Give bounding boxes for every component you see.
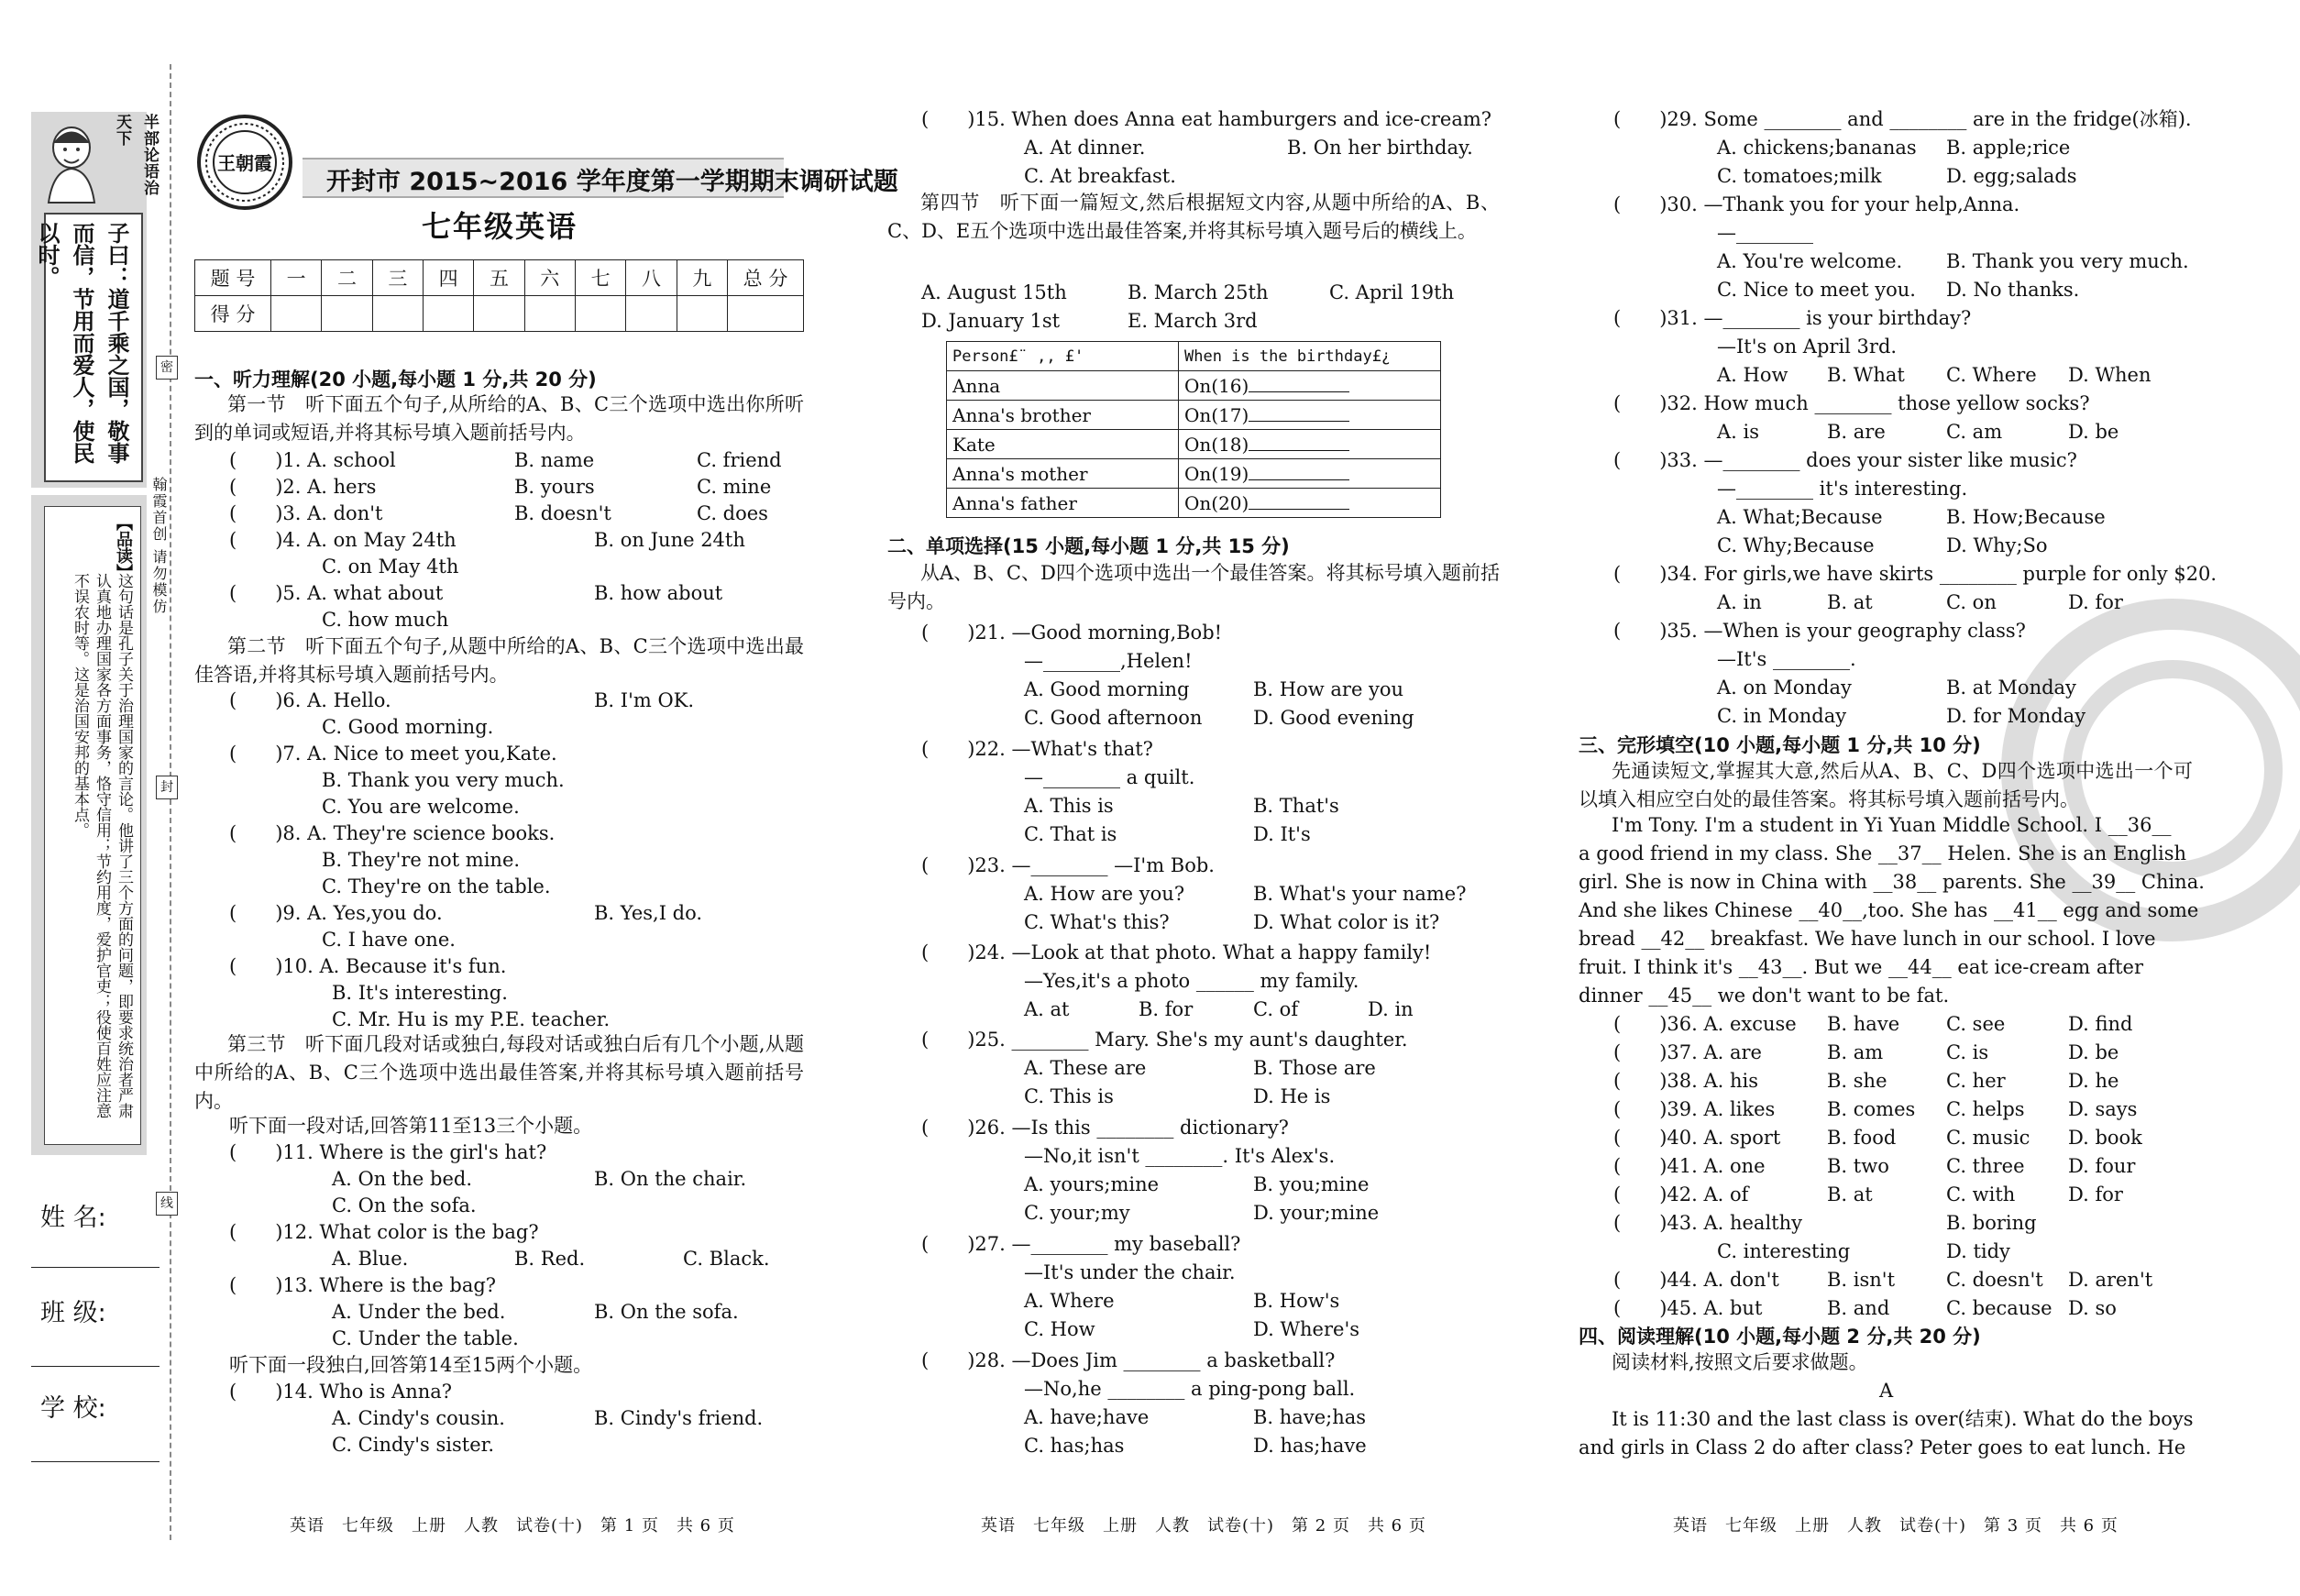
q12-stem: ( )12. What color is the bag?	[229, 1221, 539, 1243]
q22-c: C. That is	[1024, 823, 1117, 845]
birthday-cell[interactable]	[1179, 489, 1441, 518]
q36-c: C. see	[1946, 1013, 2006, 1035]
score-input[interactable]	[524, 296, 575, 332]
q36-d: D. find	[2068, 1013, 2133, 1035]
q45-b: B. and	[1827, 1297, 1890, 1319]
q41-b: B. two	[1827, 1155, 1889, 1177]
q35-c: C. in Monday	[1717, 705, 1847, 727]
q24-c: C. of	[1253, 998, 1299, 1020]
binding-margin-divider	[170, 64, 171, 1540]
q28-d: D. has;have	[1253, 1435, 1367, 1457]
q10-b: B. It's interesting.	[332, 982, 508, 1004]
q31-stem: ( )31. —________ is your birthday?	[1613, 307, 1972, 329]
q29-d: D. egg;salads	[1946, 165, 2077, 187]
q43-b: B. boring	[1946, 1212, 2037, 1234]
score-cell: 题 号	[195, 260, 271, 296]
q24-line2: —Yes,it's a photo ______ my family.	[1024, 970, 1359, 992]
q7-b: B. Thank you very much.	[322, 769, 565, 791]
exam-subtitle: 七年级英语	[422, 209, 578, 244]
score-cell: 五	[474, 260, 524, 296]
q21-c: C. Good afternoon	[1024, 707, 1203, 729]
q31-c: C. Where	[1946, 364, 2037, 386]
q15-c: C. At breakfast.	[1024, 165, 1176, 187]
cloze-line: dinner __45__ we don't want to be fat.	[1579, 985, 1950, 1007]
q44-c: C. doesn't	[1946, 1269, 2043, 1291]
q40-d: D. book	[2068, 1127, 2142, 1149]
q37-a: ( )37. A. are	[1613, 1041, 1762, 1063]
score-input[interactable]	[677, 296, 727, 332]
q31-line2: —It's on April 3rd.	[1717, 336, 1898, 358]
q22-a: A. This is	[1024, 795, 1114, 817]
q30-d: D. No thanks.	[1946, 279, 2080, 301]
cloze-line: fruit. I think it's __43__. But we __44__ eat ice-cream after	[1579, 956, 2144, 978]
q30-c: C. Nice to meet you.	[1717, 279, 1916, 301]
score-cell: 一	[271, 260, 322, 296]
q41-c: C. three	[1946, 1155, 2025, 1177]
q31-a: A. How	[1717, 364, 1788, 386]
score-input[interactable]	[474, 296, 524, 332]
name-field[interactable]	[31, 1265, 160, 1268]
q29-c: C. tomatoes;milk	[1717, 165, 1882, 187]
q15-stem: ( )15. When does Anna eat hamburgers and ice-cream?	[921, 108, 1492, 130]
score-header-row	[195, 260, 804, 296]
q31-d: D. When	[2068, 364, 2151, 386]
q33-a: A. What;Because	[1717, 506, 1883, 528]
q14-b: B. Cindy's friend.	[594, 1407, 764, 1429]
q25-d: D. He is	[1253, 1085, 1331, 1107]
q38-a: ( )38. A. his	[1613, 1070, 1758, 1092]
q15-a: A. At dinner.	[1024, 137, 1146, 159]
q29-a: A. chickens;bananas	[1717, 137, 1917, 159]
table-row	[947, 459, 1441, 489]
q26-a: A. yours;mine	[1024, 1173, 1160, 1195]
q9-c: C. I have one.	[322, 929, 456, 951]
score-input[interactable]	[423, 296, 473, 332]
q26-c: C. your;my	[1024, 1202, 1130, 1224]
quote-text: 子曰：道千乘之国，敬事而信，节用而爱人，使民以时。	[34, 222, 129, 464]
person-cell: Kate	[947, 430, 1179, 459]
q24-a: A. at	[1024, 998, 1070, 1020]
table-row	[947, 371, 1441, 401]
q13-c: C. Under the table.	[332, 1327, 519, 1349]
section-3-intro: 先通读短文,掌握其大意,然后从A、B、C、D四个选项中选出一个可以填入相应空白处的最佳答案。将其标号填入题前括号内。	[1579, 760, 2193, 810]
q43-a: ( )43. A. healthy	[1613, 1212, 1802, 1234]
q28-stem: ( )28. —Does Jim ________ a basketball?	[921, 1349, 1336, 1371]
person-cell: Anna's brother	[947, 401, 1179, 430]
q7-a: ( )7. A. Nice to meet you,Kate.	[229, 743, 557, 765]
q32-d: D. be	[2068, 421, 2119, 443]
q25-b: B. Those are	[1253, 1057, 1376, 1079]
q33-line2: —________ it's interesting.	[1717, 478, 1968, 500]
option-c: C. April 19th	[1329, 281, 1455, 303]
q7-c: C. You are welcome.	[322, 796, 520, 818]
page1-footer: 英语 七年级 上册 人教 试卷(十) 第 1 页 共 6 页	[290, 1516, 735, 1535]
q13-stem: ( )13. Where is the bag?	[229, 1274, 497, 1296]
q12-a: A. Blue.	[332, 1248, 409, 1270]
q14-c: C. Cindy's sister.	[332, 1434, 495, 1456]
q24-b: B. for	[1139, 998, 1194, 1020]
q24-d: D. in	[1368, 998, 1414, 1020]
school-label: 学 校:	[40, 1394, 106, 1423]
q12-c: C. Black.	[683, 1248, 770, 1270]
birthday-header-when: When is the birthday£¿	[1179, 342, 1441, 371]
q10-a: ( )10. A. Because it's fun.	[229, 955, 507, 977]
q14-a: A. Cindy's cousin.	[332, 1407, 505, 1429]
person-cell: Anna's mother	[947, 459, 1179, 489]
q11-b: B. On the chair.	[594, 1168, 747, 1190]
score-cell: 九	[677, 260, 727, 296]
dialog-intro: 听下面一段对话,回答第11至13三个小题。	[229, 1115, 593, 1137]
q42-c: C. with	[1946, 1183, 2016, 1205]
q41-a: ( )41. A. one	[1613, 1155, 1766, 1177]
q33-b: B. How;Because	[1946, 506, 2106, 528]
warning-text: 翰霞首创 请勿模仿	[150, 477, 168, 616]
part1-intro: 第一节 听下面五个句子,从所给的A、B、C三个选项中选出你所听到的单词或短语,并将其标号填入题前括号内。	[194, 393, 804, 444]
q6-b: B. I'm OK.	[594, 689, 695, 711]
q28-c: C. has;has	[1024, 1435, 1125, 1457]
q38-d: D. he	[2068, 1070, 2119, 1092]
seal-mark-1	[156, 356, 178, 380]
logo-text: 王朝霞	[217, 152, 272, 174]
q40-b: B. food	[1827, 1127, 1897, 1149]
q23-stem: ( )23. —________ —I'm Bob.	[921, 854, 1215, 876]
q13-b: B. On the sofa.	[594, 1301, 739, 1323]
q22-stem: ( )22. —What's that?	[921, 738, 1153, 760]
q25-a: A. These are	[1024, 1057, 1147, 1079]
q32-stem: ( )32. How much ________ those yellow socks?	[1613, 392, 2090, 414]
q39-b: B. comes	[1827, 1098, 1916, 1120]
birthday-table	[946, 341, 1441, 518]
sidebar-banner: 半部论语治天下	[113, 114, 159, 196]
q32-b: B. are	[1827, 421, 1886, 443]
q39-a: ( )39. A. likes	[1613, 1098, 1776, 1120]
q27-c: C. How	[1024, 1318, 1095, 1340]
option-e: E. March 3rd	[1128, 310, 1258, 332]
birthday-label: On(16)	[1184, 374, 1249, 397]
q24-stem: ( )24. —Look at that photo. What a happy family!	[921, 941, 1432, 963]
birthday-label: On(20)	[1184, 491, 1249, 514]
q22-line2: —________ a quilt.	[1024, 766, 1195, 788]
pindu-label: 【品读】	[114, 514, 133, 580]
q30-a: A. You're welcome.	[1717, 250, 1903, 272]
birthday-cell[interactable]	[1179, 430, 1441, 459]
q27-d: D. Where's	[1253, 1318, 1359, 1340]
passage-line: It is 11:30 and the last class is over(结束). What do the boys	[1612, 1408, 2194, 1430]
section-2-heading: 二、单项选择(15 小题,每小题 1 分,共 15 分)	[887, 535, 1290, 557]
q44-a: ( )44. A. don't	[1613, 1269, 1779, 1291]
section-2-intro: 从A、B、C、D四个选项中选出一个最佳答案。将其标号填入题前括号内。	[887, 562, 1500, 612]
score-input[interactable]	[372, 296, 423, 332]
q21-a: A. Good morning	[1024, 678, 1190, 700]
option-d: D. January 1st	[921, 310, 1061, 332]
q30-line2: —________	[1717, 222, 1813, 244]
q6-a: ( )6. A. Hello.	[229, 689, 391, 711]
score-input[interactable]	[575, 296, 625, 332]
page3-footer: 英语 七年级 上册 人教 试卷(十) 第 3 页 共 6 页	[1673, 1516, 2118, 1535]
q34-d: D. for	[2068, 591, 2123, 613]
score-cell: 得 分	[195, 296, 271, 332]
q9-b: B. Yes,I do.	[594, 902, 703, 924]
q3-a: ( )3. A. don't	[229, 502, 383, 524]
q36-a: ( )36. A. excuse	[1613, 1013, 1797, 1035]
section-1-heading: 一、听力理解(20 小题,每小题 1 分,共 20 分)	[194, 369, 597, 391]
cloze-line: bread __42__ breakfast. We have lunch in our school. I love	[1579, 928, 2156, 950]
q34-stem: ( )34. For girls,we have skirts ________ purple for only $20.	[1613, 563, 2217, 585]
q21-d: D. Good evening	[1253, 707, 1414, 729]
part3-intro: 第三节 听下面几段对话或独白,每段对话或独白后有几个小题,从题中所给的A、B、C三个选项中选出最佳答案,并将其标号填入题前括号内。	[194, 1033, 804, 1112]
birthday-cell[interactable]	[1179, 459, 1441, 489]
class-label: 班 级:	[40, 1299, 106, 1327]
person-cell: Anna	[947, 371, 1179, 401]
q27-stem: ( )27. —________ my baseball?	[921, 1233, 1241, 1255]
score-cell: 六	[524, 260, 575, 296]
score-cell: 二	[322, 260, 372, 296]
q11-stem: ( )11. Where is the girl's hat?	[229, 1141, 547, 1163]
q43-c: C. interesting	[1717, 1240, 1851, 1262]
q33-d: D. Why;So	[1946, 534, 2048, 556]
q37-c: C. is	[1946, 1041, 1989, 1063]
score-input[interactable]	[626, 296, 677, 332]
q29-stem: ( )29. Some ________ and ________ are in the fridge(冰箱).	[1613, 108, 2192, 130]
q26-line2: —No,it isn't ________. It's Alex's.	[1024, 1145, 1336, 1167]
q5-b: B. how about	[594, 582, 723, 604]
q3-c: C. does	[697, 502, 768, 524]
exam-title: 开封市 2015~2016 学年度第一学期期末调研试题	[326, 168, 898, 196]
seal-text-3: 线	[160, 1196, 173, 1211]
table-row	[947, 489, 1441, 518]
cloze-line: And she likes Chinese __40__,too. She has __41__ egg and some	[1579, 899, 2199, 921]
q29-b: B. apple;rice	[1946, 137, 2071, 159]
q8-b: B. They're not mine.	[322, 849, 521, 871]
q1	[229, 447, 396, 474]
q25-stem: ( )25. ________ Mary. She's my aunt's daughter.	[921, 1029, 1408, 1051]
q2-a: ( )2. A. hers	[229, 476, 377, 498]
q28-b: B. have;has	[1253, 1406, 1367, 1428]
q39-d: D. says	[2068, 1098, 2138, 1120]
q1-c: C. friend	[697, 449, 782, 471]
q32-a: A. is	[1717, 421, 1760, 443]
option-a: A. August 15th	[921, 281, 1067, 303]
birthday-label: On(19)	[1184, 462, 1249, 485]
q13-a: A. Under the bed.	[332, 1301, 506, 1323]
pindu-text: 这句话是孔子关于治理国家的言论。他讲了三个方面的问题，即要求统治者严肃认真地办理国家各方面事务，恪守信用；节约用度，爱护官吏；役使百姓应注意不误农时等。这是治国安邦的基本点。	[71, 573, 133, 1118]
seal-text-2: 封	[160, 780, 173, 795]
score-cell: 四	[423, 260, 473, 296]
q5-c: C. how much	[322, 609, 449, 631]
option-b: B. March 25th	[1128, 281, 1269, 303]
birthday-label: On(17)	[1184, 403, 1249, 426]
q4-b: B. on June 24th	[594, 529, 745, 551]
pindu-inner	[44, 506, 141, 1145]
q28-line2: —No,he ________ a ping-pong ball.	[1024, 1378, 1356, 1400]
q38-b: B. she	[1827, 1070, 1887, 1092]
q9-a: ( )9. A. Yes,you do.	[229, 902, 443, 924]
cloze-line: a good friend in my class. She __37__ Helen. She is an English	[1579, 842, 2187, 864]
passage-line: and girls in Class 2 do after class? Peter goes to eat lunch. He	[1579, 1436, 2186, 1458]
q44-b: B. isn't	[1827, 1269, 1896, 1291]
q26-stem: ( )26. —Is this ________ dictionary?	[921, 1117, 1289, 1139]
q32-c: C. am	[1946, 421, 2003, 443]
q15-b: B. On her birthday.	[1287, 137, 1473, 159]
q45-a: ( )45. A. but	[1613, 1297, 1763, 1319]
q11-a: A. On the bed.	[332, 1168, 472, 1190]
q23-c: C. What's this?	[1024, 911, 1170, 933]
q1-a: ( )1. A. school	[229, 449, 396, 471]
score-cell: 总 分	[728, 260, 804, 296]
q11-c: C. On the sofa.	[332, 1194, 477, 1216]
birthday-label: On(18)	[1184, 433, 1249, 456]
mono-intro: 听下面一段独白,回答第14至15两个小题。	[229, 1354, 593, 1376]
name-label: 姓 名:	[40, 1204, 106, 1232]
q44-d: D. aren't	[2068, 1269, 2153, 1291]
score-input[interactable]	[271, 296, 322, 332]
q4-a: ( )4. A. on May 24th	[229, 529, 457, 551]
q10-c: C. Mr. Hu is my P.E. teacher.	[332, 1008, 611, 1030]
q21-line2: —________,Helen!	[1024, 650, 1193, 672]
birthday-cell[interactable]	[1179, 371, 1441, 401]
q42-a: ( )42. A. of	[1613, 1183, 1749, 1205]
q34-b: B. at	[1827, 591, 1873, 613]
person-cell: Anna's father	[947, 489, 1179, 518]
score-table	[194, 259, 804, 332]
q30-stem: ( )30. —Thank you for your help,Anna.	[1613, 193, 2020, 215]
sage-icon	[35, 116, 108, 207]
q14-stem: ( )14. Who is Anna?	[229, 1381, 453, 1403]
school-field[interactable]	[31, 1459, 160, 1462]
q27-b: B. How's	[1253, 1290, 1340, 1312]
q45-d: D. so	[2068, 1297, 2117, 1319]
q2-b: B. yours	[514, 476, 595, 498]
seal-mark-3	[156, 1192, 178, 1216]
q27-line2: —It's under the chair.	[1024, 1261, 1236, 1283]
q30-b: B. Thank you very much.	[1946, 250, 2189, 272]
score-input[interactable]	[728, 296, 804, 332]
section-4-heading: 四、阅读理解(10 小题,每小题 2 分,共 20 分)	[1579, 1326, 1981, 1348]
q21-b: B. How are you	[1253, 678, 1404, 700]
q42-b: B. at	[1827, 1183, 1873, 1205]
q23-a: A. How are you?	[1024, 883, 1185, 905]
cloze-line: I'm Tony. I'm a student in Yi Yuan Middle School. I __36__	[1612, 814, 2172, 836]
q12-b: B. Red.	[514, 1248, 586, 1270]
section-3-heading: 三、完形填空(10 小题,每小题 1 分,共 10 分)	[1579, 734, 1981, 756]
birthday-header-row	[947, 342, 1441, 371]
score-cell: 三	[372, 260, 423, 296]
q22-d: D. It's	[1253, 823, 1311, 845]
quote-box	[34, 213, 143, 482]
q37-b: B. am	[1827, 1041, 1884, 1063]
score-input[interactable]	[322, 296, 372, 332]
q33-stem: ( )33. —________ does your sister like music?	[1613, 449, 2077, 471]
q41-d: D. four	[2068, 1155, 2136, 1177]
q8-a: ( )8. A. They're science books.	[229, 822, 556, 844]
q38-c: C. her	[1946, 1070, 2006, 1092]
score-cell: 八	[626, 260, 677, 296]
q6-c: C. Good morning.	[322, 716, 494, 738]
q33-c: C. Why;Because	[1717, 534, 1875, 556]
q35-b: B. at Monday	[1946, 677, 2076, 699]
seal-mark-2	[156, 776, 178, 799]
q28-a: A. have;have	[1024, 1406, 1150, 1428]
q42-d: D. for	[2068, 1183, 2123, 1205]
q43-d: D. tidy	[1946, 1240, 2010, 1262]
q39-c: C. helps	[1946, 1098, 2025, 1120]
q34-c: C. on	[1946, 591, 1997, 613]
q21-stem: ( )21. —Good morning,Bob!	[921, 622, 1223, 644]
q8-c: C. They're on the table.	[322, 875, 551, 897]
page2-footer: 英语 七年级 上册 人教 试卷(十) 第 2 页 共 6 页	[981, 1516, 1426, 1535]
q25-c: C. This is	[1024, 1085, 1114, 1107]
passage-label: A	[1879, 1380, 1894, 1402]
q36-b: B. have	[1827, 1013, 1900, 1035]
q22-b: B. That's	[1253, 795, 1339, 817]
q5-a: ( )5. A. what about	[229, 582, 444, 604]
birthday-header-person: Person£¨ ,, £'	[947, 342, 1179, 371]
birthday-cell[interactable]	[1179, 401, 1441, 430]
score-cell: 七	[575, 260, 625, 296]
q27-a: A. Where	[1024, 1290, 1115, 1312]
header-logo	[194, 112, 295, 213]
section-4-intro: 阅读材料,按照文后要求做题。	[1612, 1351, 1868, 1373]
part2-intro: 第二节 听下面五个句子,从题中所给的A、B、C三个选项中选出最佳答语,并将其标号填入题前括号内。	[194, 635, 804, 686]
q40-a: ( )40. A. sport	[1613, 1127, 1781, 1149]
q34-a: A. in	[1717, 591, 1762, 613]
q2-c: C. mine	[697, 476, 772, 498]
cloze-line: girl. She is now in China with __38__ parents. She __39__ China.	[1579, 871, 2205, 893]
table-row	[947, 430, 1441, 459]
q23-d: D. What color is it?	[1253, 911, 1440, 933]
q35-stem: ( )35. —When is your geography class?	[1613, 620, 2026, 642]
seal-text-1: 密	[160, 360, 173, 375]
q26-d: D. your;mine	[1253, 1202, 1380, 1224]
q35-a: A. on Monday	[1717, 677, 1852, 699]
q40-c: C. music	[1946, 1127, 2030, 1149]
q26-b: B. you;mine	[1253, 1173, 1370, 1195]
part4-intro: 第四节 听下面一篇短文,然后根据短文内容,从题中所给的A、B、C、D、E五个选项中选出最佳答案,并将其标号填入题号后的横线上。	[887, 192, 1500, 242]
score-value-row	[195, 296, 804, 332]
q31-b: B. What	[1827, 364, 1905, 386]
class-field[interactable]	[31, 1364, 160, 1367]
q35-d: D. for Monday	[1946, 705, 2086, 727]
q1-b: B. name	[514, 449, 595, 471]
q23-b: B. What's your name?	[1253, 883, 1467, 905]
q37-d: D. be	[2068, 1041, 2119, 1063]
table-row	[947, 401, 1441, 430]
q4-c: C. on May 4th	[322, 556, 459, 578]
q3-b: B. doesn't	[514, 502, 611, 524]
q35-line2: —It's ________.	[1717, 648, 1856, 670]
q45-c: C. because	[1946, 1297, 2052, 1319]
